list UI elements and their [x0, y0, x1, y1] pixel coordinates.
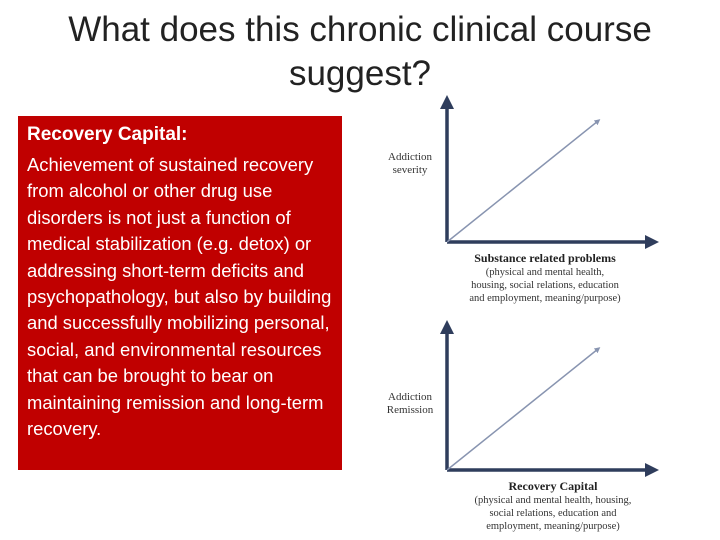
graph-severity-x-sub-1: (physical and mental health, — [485, 267, 605, 278]
slide-title-line-2: suggest? — [288, 54, 432, 93]
graph-remission-y-label-1: Addiction — [388, 391, 432, 403]
graph-remission-x-sub-1: (physical and mental health, housing, — [474, 495, 632, 506]
graph-severity-x-sub-3: and employment, meaning/purpose) — [469, 293, 621, 304]
graph-severity-trend-line — [447, 121, 598, 242]
graph-remission — [387, 327, 652, 532]
callout-heading: Recovery Capital: — [27, 124, 188, 145]
graph-remission-x-title: Recovery Capital — [508, 479, 598, 493]
graph-remission-y-label-2: Remission — [386, 404, 434, 416]
graph-severity-x-title: Substance related problems — [474, 251, 616, 265]
graph-remission-x-sub-2: social relations, education and — [489, 508, 617, 519]
slide-title-line-1: What does this chronic clinical course — [68, 10, 652, 49]
graph-severity-y-label-1: Addiction — [388, 151, 432, 163]
graph-remission-trend-line — [447, 349, 598, 470]
graph-severity-x-sub-2: housing, social relations, education — [471, 280, 619, 291]
graph-severity-y-label-2: severity — [392, 164, 428, 176]
graph-remission-x-sub-3: employment, meaning/purpose) — [486, 521, 620, 532]
callout-body: Achievement of sustained recovery from alcohol or other drug use disorders is not just a function of medical stabilization (e.g. detox) or addressing short-term deficits and psychopathology, but also by building and successfully mobilizing personal, social, and environmental resources that can be brought to bear on maintaining remission and long-term recovery. — [27, 154, 332, 440]
graph-severity — [388, 102, 652, 304]
